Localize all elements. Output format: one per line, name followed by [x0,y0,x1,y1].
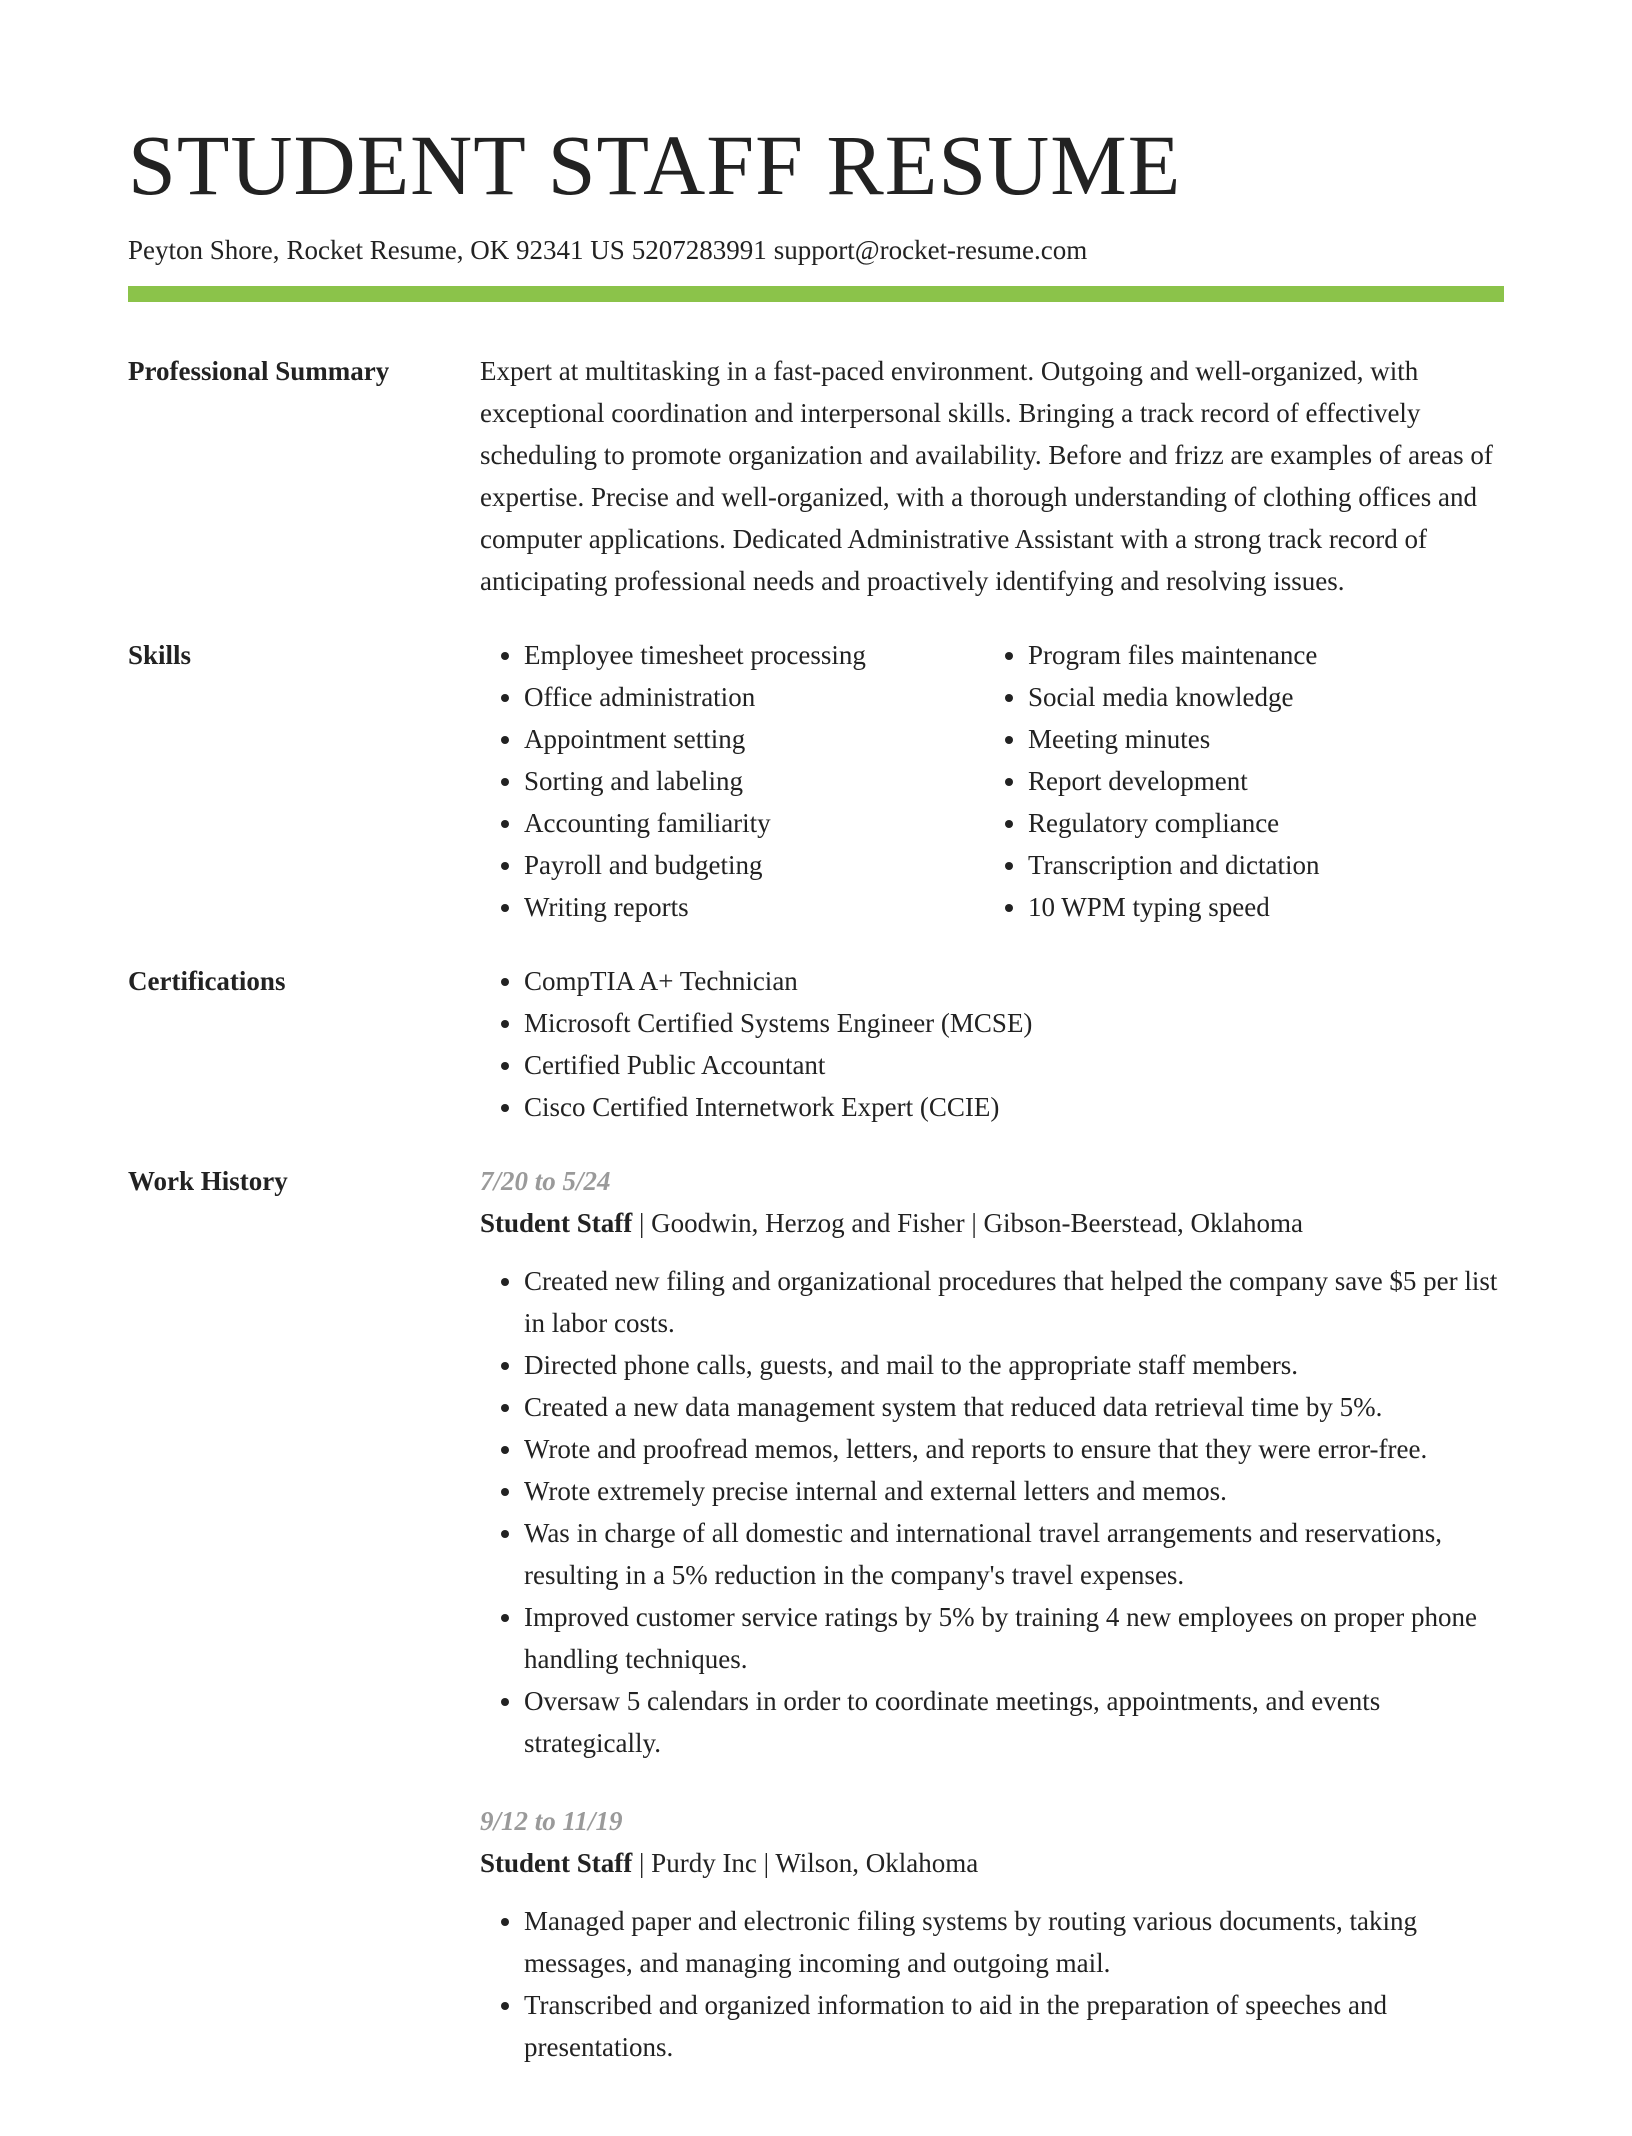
contact-name: Peyton Shore, [128,235,280,265]
skill-item: • 10 WPM typing speed [1028,886,1488,928]
skill-item: • Sorting and labeling [524,760,984,802]
skills-list-left [480,634,984,928]
job-bullets [480,1260,1504,1764]
job-entry [480,1160,1504,1764]
certification-item: • CompTIA A+ Technician [524,960,1504,1002]
header-divider [128,286,1504,302]
contact-email: support@rocket-resume.com [773,235,1088,265]
job-bullet: • Created a new data management system that reduced data retrieval time by 5%. [524,1386,1504,1428]
skills-section [128,634,1504,928]
job-heading [480,1202,1504,1244]
job-role: Student Staff [480,1848,633,1878]
skills-list-right [984,634,1488,928]
certifications-heading: Certifications [128,966,286,996]
resume-title: STUDENT STAFF RESUME [128,117,1182,213]
skill-item: • Transcription and dictation [1028,844,1488,886]
job-role: Student Staff [480,1208,633,1238]
skill-item: • Report development [1028,760,1488,802]
job-entry [480,1800,1504,2068]
certification-item: • Certified Public Accountant [524,1044,1504,1086]
job-bullet: • Wrote and proofread memos, letters, and reports to ensure that they were error-free. [524,1428,1504,1470]
work-history-section [128,1160,1504,2104]
contact-phone: 5207283991 [631,235,767,265]
skill-item: • Writing reports [524,886,984,928]
skill-item: • Social media knowledge [1028,676,1488,718]
skill-item: • Regulatory compliance [1028,802,1488,844]
job-bullet: • Managed paper and electronic filing systems by routing various documents, taking messages, and managing incoming and outgoing mail. [524,1900,1504,1984]
skill-item: • Office administration [524,676,984,718]
job-bullet: • Oversaw 5 calendars in order to coordinate meetings, appointments, and events strategically. [524,1680,1504,1764]
certifications-section [128,960,1504,1128]
certifications-list [480,960,1504,1128]
skill-item: • Meeting minutes [1028,718,1488,760]
job-bullet: • Transcribed and organized information to aid in the preparation of speeches and presentations. [524,1984,1504,2068]
skill-item: • Appointment setting [524,718,984,760]
skills-heading: Skills [128,640,192,670]
job-heading [480,1842,1504,1884]
skill-item: • Payroll and budgeting [524,844,984,886]
job-dates: 7/20 to 5/24 [480,1166,611,1196]
resume-sections [128,350,1504,2136]
certification-item: • Cisco Certified Internetwork Expert (CCIE) [524,1086,1504,1128]
job-bullet: • Improved customer service ratings by 5% by training 4 new employees on proper phone handling techniques. [524,1596,1504,1680]
job-bullet: • Directed phone calls, guests, and mail to the appropriate staff members. [524,1344,1504,1386]
summary-heading: Professional Summary [128,356,390,386]
job-company: | Purdy Inc | Wilson, Oklahoma [639,1848,979,1878]
work-history-heading: Work History [128,1166,288,1196]
skill-item: • Accounting familiarity [524,802,984,844]
summary-section [128,350,1504,602]
summary-text: Expert at multitasking in a fast-paced environment. Outgoing and well-organized, with exceptional coordination and interpersonal skills. Bringing a track record of effectively scheduling to promote organization and availability. Before and frizz are examples of areas of expertise. Precise and well-organized, with a thorough understanding of clothing offices and computer applications. Dedicated Administrative Assistant with a strong track record of anticipating professional needs and proactively identifying and resolving issues. [480,356,1493,596]
contact-line [128,232,1087,268]
skill-item: • Program files maintenance [1028,634,1488,676]
contact-address: Rocket Resume, OK 92341 US [286,235,625,265]
job-bullets [480,1900,1504,2068]
certification-item: • Microsoft Certified Systems Engineer (MCSE) [524,1002,1504,1044]
job-bullet: • Wrote extremely precise internal and external letters and memos. [524,1470,1504,1512]
job-dates: 9/12 to 11/19 [480,1806,623,1836]
skill-item: • Employee timesheet processing [524,634,984,676]
job-bullet: • Was in charge of all domestic and international travel arrangements and reservations, resulting in a 5% reduction in the company's travel expenses. [524,1512,1504,1596]
job-bullet: • Created new filing and organizational procedures that helped the company save $5 per list in labor costs. [524,1260,1504,1344]
job-company: | Goodwin, Herzog and Fisher | Gibson-Beerstead, Oklahoma [639,1208,1303,1238]
